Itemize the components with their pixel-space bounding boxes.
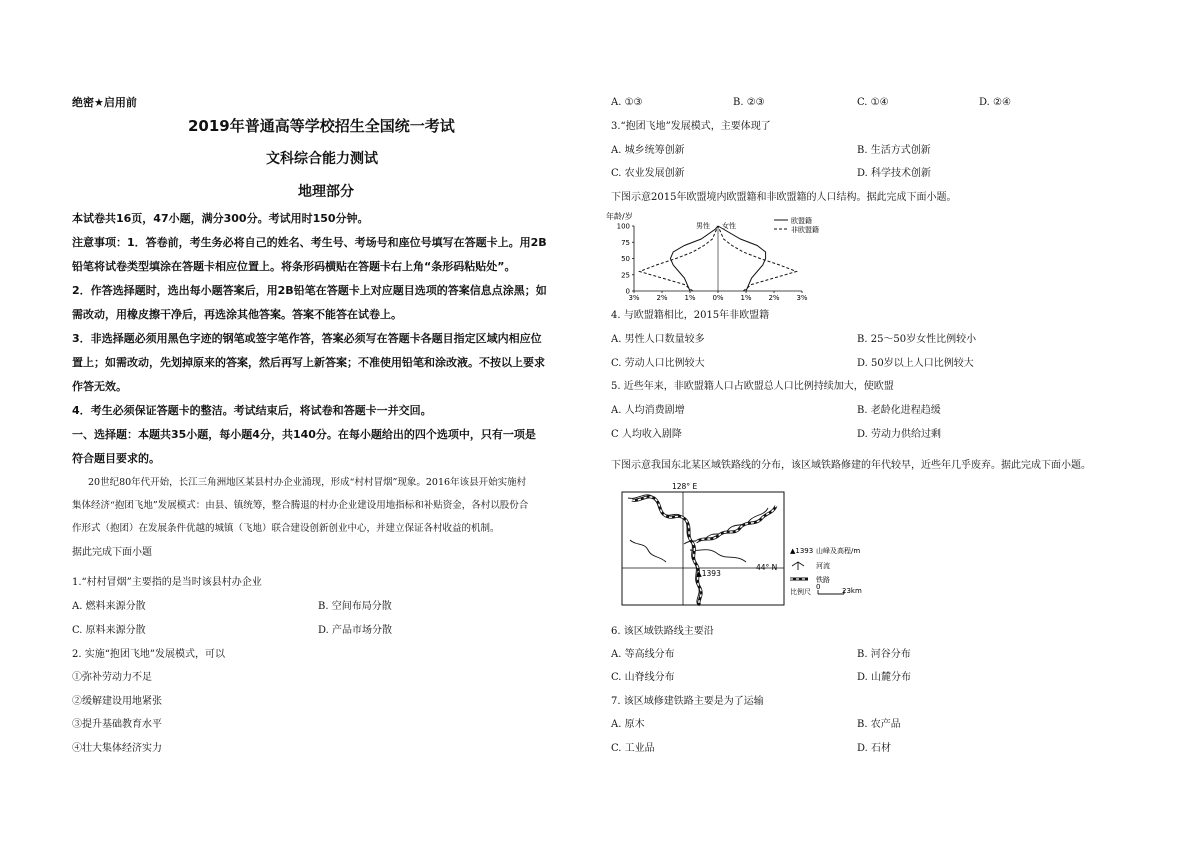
question-2-stem: 2. 实施“抱团飞地”发展模式，可以 [72,649,225,660]
note-4: 4．考生必须保证答题卡的整洁。考试结束后，将试卷和答题卡一并交回。 [72,404,432,417]
pyramid-ylabel: 年龄/岁 [606,212,633,221]
map-longitude-label: 128° E [672,482,698,491]
legend-river-icon [792,562,804,570]
legend-river-label: 河流 [816,562,830,570]
passage-1-line-3: 作形式（抱团）在发展条件优越的城镇（飞地）联合建设创新创业中心，并建立保证各村收益的机制。 [72,523,500,534]
legend-peak-symbol: ▲1393 [790,547,814,555]
question-1-option-c[interactable]: C. 原料来源分散 [72,625,146,636]
question-4-option-c[interactable]: C. 劳动人口比例较大 [611,358,705,369]
question-6-option-a[interactable]: A. 等高线分布 [611,649,675,660]
question-1-option-a[interactable]: A. 燃料来源分散 [72,601,146,612]
pyramid-xtick-label: 2% [768,294,780,302]
question-6-stem: 6. 该区域铁路线主要沿 [611,626,714,637]
question-2-option-d[interactable]: D. ②④ [979,97,1011,108]
question-3-option-b[interactable]: B. 生活方式创新 [857,145,931,156]
scale-label: 比例尺 [790,588,811,596]
legend-peak-label: 山峰及高程/m [816,547,861,555]
note-3-line-2: 置上；如需改动，先划掉原来的答案，然后再写上新答案；不准使用铅笔和涂改液。不按以上要求 [72,356,545,369]
question-1-option-b[interactable]: B. 空间布局分散 [318,601,392,612]
passage-2: 下图示意2015年欧盟境内欧盟籍和非欧盟籍的人口结构。据此完成下面小题。 [611,192,957,203]
note-1-line-1: 注意事项：1．答卷前，考生务必将自己的姓名、考生号、考场号和座位号填写在答题卡上。用2B [72,236,547,249]
legend-eu-label: 欧盟籍 [791,217,812,225]
question-2-item-1: ①弥补劳动力不足 [72,672,152,683]
question-2-option-b[interactable]: B. ②③ [733,97,765,108]
section-1-line-1: 一、选择题：本题共35小题，每小题4分，共140分。在每小题给出的四个选项中，只有一项是 [72,428,536,441]
pyramid-xtick-label: 1% [740,294,752,302]
question-3-option-c[interactable]: C. 农业发展创新 [611,168,685,179]
note-3-line-3: 作答无效。 [72,380,127,393]
question-4-stem: 4. 与欧盟籍相比，2015年非欧盟籍 [611,310,770,321]
series-noneu-female-line [718,226,796,291]
pyramid-ytick-label: 25 [621,271,630,280]
exam-subtitle: 文科综合能力测试 [266,151,378,167]
question-6-option-d[interactable]: D. 山麓分布 [857,672,912,683]
question-2-option-a[interactable]: A. ①③ [611,97,643,108]
question-7-option-b[interactable]: B. 农产品 [857,719,901,730]
map-frame [622,492,784,605]
question-3-option-a[interactable]: A. 城乡统筹创新 [611,145,685,156]
legend-noneu-label: 非欧盟籍 [791,226,819,234]
question-1-option-d[interactable]: D. 产品市场分散 [318,625,393,636]
railway-map [618,480,874,610]
question-5-option-a[interactable]: A. 人均消费剧增 [611,405,685,416]
pyramid-xtick-label: 1% [684,294,696,302]
question-2-item-4: ④壮大集体经济实力 [72,743,162,754]
river-branch-2 [690,550,746,562]
question-4-option-a[interactable]: A. 男性人口数量较多 [611,334,705,345]
note-2-line-2: 需改动，用橡皮擦干净后，再选涂其他答案。答案不能答在试卷上。 [72,308,402,321]
pyramid-xtick-label: 3% [796,294,808,302]
passage-1-prompt: 据此完成下面小题 [72,547,152,558]
scale-23km: 23km [842,587,862,595]
note-1-line-2: 铅笔将试卷类型填涂在答题卡相应位置上。将条形码横贴在答题卡右上角“条形码粘贴处”。 [72,260,516,273]
note-2-line-1: 2．作答选择题时，选出每小题答案后，用2B铅笔在答题卡上对应题目选项的答案信息点涂黑；如 [72,284,547,297]
population-pyramid-chart [604,208,840,304]
pyramid-ytick-label: 0 [625,287,630,296]
map-latitude-label: 44° N [756,563,778,572]
passage-1-line-2: 集体经济“抱团飞地”发展模式：由县、镇统筹，整合腾退的村办企业建设用地指标和补贴资金，各村以股份合 [72,500,529,511]
series-eu-female-line [718,226,766,291]
pyramid-ytick-label: 75 [621,238,630,247]
river-branch-3 [630,540,666,562]
pyramid-ytick-label: 50 [621,255,630,263]
question-4-option-d[interactable]: D. 50岁以上人口比例较大 [857,358,974,369]
question-6-option-c[interactable]: C. 山脊线分布 [611,672,675,683]
pyramid-xtick-label: 3% [628,294,640,302]
question-3-stem: 3.“抱团飞地”发展模式，主要体现了 [611,121,771,132]
question-5-stem: 5. 近些年来，非欧盟籍人口占欧盟总人口比例持续加大，使欧盟 [611,381,894,392]
question-2-option-c[interactable]: C. ①④ [857,97,889,108]
question-1-stem: 1.“村村冒烟”主要指的是当时该县村办企业 [72,577,262,588]
legend-rail-label: 铁路 [816,576,830,584]
question-2-item-3: ③提升基础教育水平 [72,719,162,730]
question-2-item-2: ②缓解建设用地紧张 [72,696,162,707]
pyramid-male-label: 男性 [696,222,710,230]
railway-main-outer [632,497,701,605]
question-7-stem: 7. 该区域修建铁路主要是为了运输 [611,696,764,707]
question-5-option-d[interactable]: D. 劳动力供给过剩 [857,429,942,440]
pyramid-ytick-label: 100 [616,222,630,231]
note-3-line-1: 3．非选择题必须用黑色字迹的钢笔或签字笔作答，答案必须写在答题卡各题目指定区域内相应位 [72,332,542,345]
exam-title: 2019年普通高等学校招生全国统一考试 [188,117,455,135]
question-7-option-c[interactable]: C. 工业品 [611,743,655,754]
river-branch-1 [684,508,768,544]
railway-main-inner [632,497,701,605]
pyramid-xtick-label: 2% [656,294,668,302]
question-5-option-c[interactable]: C 人均收入剧降 [611,429,682,440]
question-7-option-a[interactable]: A. 原木 [611,719,645,730]
section-1-line-2: 符合题目要求的。 [72,452,160,465]
pyramid-female-label: 女性 [722,222,736,230]
intro-text: 本试卷共16页，47小题，满分300分。考试用时150分钟。 [72,212,369,225]
section-title: 地理部分 [298,184,354,200]
pyramid-xtick-label: 0% [712,294,724,302]
question-7-option-d[interactable]: D. 石材 [857,743,892,754]
map-peak-label: ▲1393 [696,569,721,578]
passage-1-line-1: 20世纪80年代开始，长江三角洲地区某县村办企业涌现，形成“村村冒烟”现象。2016年该县开始实施村 [88,477,527,488]
question-4-option-b[interactable]: B. 25～50岁女性比例较小 [857,334,977,345]
scale-zero: 0 [816,583,821,591]
river-main [628,495,699,605]
question-3-option-d[interactable]: D. 科学技术创新 [857,168,932,179]
passage-3: 下图示意我国东北某区域铁路线的分布，该区域铁路修建的年代较早，近些年几乎废弃。据此完成下面小题。 [611,460,1091,471]
question-5-option-b[interactable]: B. 老龄化进程趋缓 [857,405,941,416]
series-eu-male-line [670,226,718,291]
secret-label: 绝密★启用前 [72,96,137,109]
question-6-option-b[interactable]: B. 河谷分布 [857,649,911,660]
